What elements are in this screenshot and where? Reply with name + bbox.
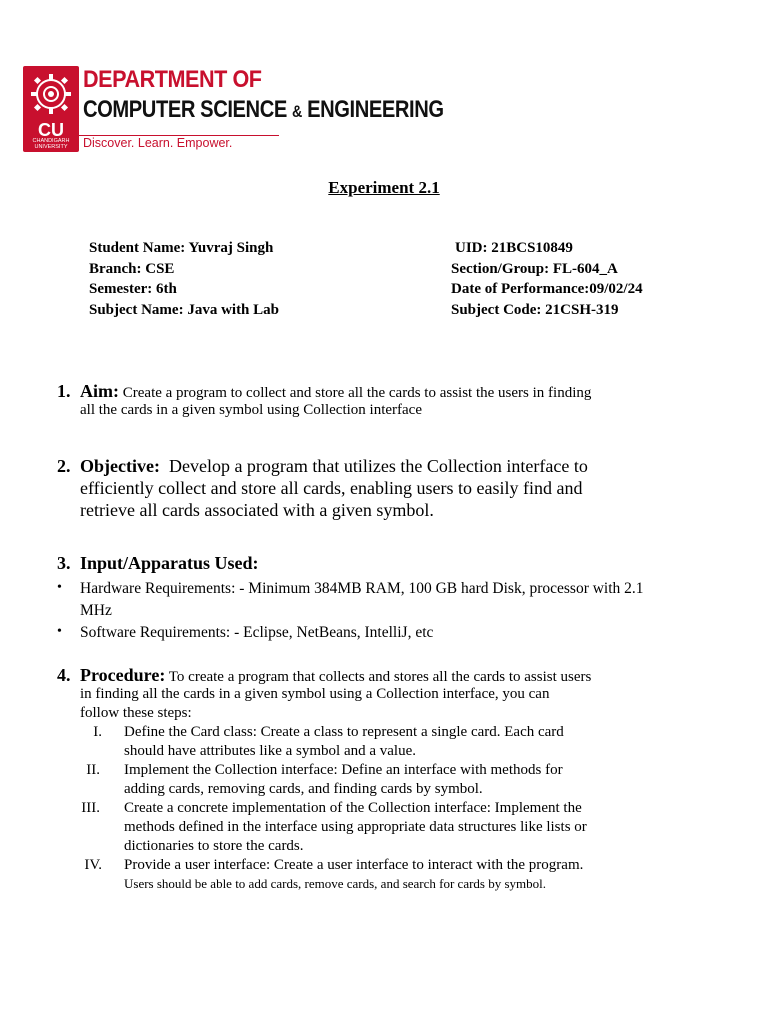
step-numeral: II. [86, 762, 100, 778]
hardware-req-line2: MHz [80, 602, 112, 619]
procedure-label: Procedure: [80, 665, 166, 685]
step-numeral: IV. [84, 857, 102, 873]
department-header [23, 66, 453, 154]
date-of-performance: Date of Performance:09/02/24 [451, 281, 643, 297]
aim-number: 1. [57, 381, 71, 401]
procedure-number: 4. [57, 665, 71, 685]
step-3-line2: methods defined in the interface using appropriate data structures like lists or [124, 819, 587, 835]
tagline: Discover. Learn. Empower. [83, 136, 233, 150]
aim-label: Aim: [80, 381, 119, 401]
dept-line2-part-b: ENGINEERING [301, 96, 444, 123]
logo-cu-text: CU [38, 120, 64, 140]
step-2-line1: Implement the Collection interface: Define an interface with methods for [124, 762, 563, 778]
step-3-line1: Create a concrete implementation of the Collection interface: Implement the [124, 800, 582, 816]
step-4-line2: Users should be able to add cards, remove cards, and search for cards by symbol. [124, 876, 547, 891]
objective-text-line1: Develop a program that utilizes the Collection interface to [168, 456, 588, 476]
apparatus-label: Input/Apparatus Used: [80, 553, 259, 573]
experiment-title: Experiment 2.1 [328, 178, 440, 197]
apparatus-number: 3. [57, 553, 71, 573]
department-title-line2 [83, 96, 444, 124]
semester: Semester: 6th [89, 281, 177, 297]
step-numeral: III. [81, 800, 100, 816]
procedure-intro-text1: To create a program that collects and stores all the cards to assist users [168, 669, 592, 685]
university-logo [23, 66, 79, 152]
objective-line1 [80, 456, 588, 477]
step-4-line1: Provide a user interface: Create a user interface to interact with the program. [124, 857, 584, 873]
hardware-req-line1: Hardware Requirements: - Minimum 384MB RAM, 100 GB hard Disk, processor with 2.1 [80, 580, 644, 597]
department-title-line1: DEPARTMENT OF [83, 66, 262, 93]
gear-emblem-icon [27, 70, 75, 118]
step-numeral: I. [93, 724, 102, 740]
objective-number: 2. [57, 456, 71, 476]
objective-line3: retrieve all cards associated with a given symbol. [80, 500, 434, 520]
software-req: Software Requirements: - Eclipse, NetBeans, IntelliJ, etc [80, 624, 434, 641]
subject-name: Subject Name: Java with Lab [89, 302, 279, 318]
step-1-line1: Define the Card class: Create a class to represent a single card. Each card [124, 724, 564, 740]
objective-line2: efficiently collect and store all cards, enabling users to easily find and [80, 478, 583, 498]
logo-university-text: CHANDIGARH UNIVERSITY [32, 138, 70, 150]
step-2-line2: adding cards, removing cards, and finding cards by symbol. [124, 781, 483, 797]
procedure-intro1 [80, 665, 591, 686]
student-name: Student Name: Yuvraj Singh [89, 240, 274, 256]
dept-line2-part-a: COMPUTER SCIENCE [83, 96, 293, 123]
objective-label: Objective: [80, 456, 160, 476]
step-1-line2: should have attributes like a symbol and a value. [124, 743, 417, 759]
step-3-line3: dictionaries to store the cards. [124, 838, 304, 854]
aim-line1 [80, 381, 591, 402]
bullet-dot-icon: • [57, 580, 62, 595]
subject-code: Subject Code: 21CSH-319 [451, 302, 619, 318]
aim-line2: all the cards in a given symbol using Collection interface [80, 402, 422, 418]
section-group: Section/Group: FL-604_A [451, 261, 618, 277]
student-uid: UID: 21BCS10849 [455, 240, 573, 256]
aim-text-line1: Create a program to collect and store all the cards to assist the users in finding [122, 385, 592, 401]
procedure-intro2: in finding all the cards in a given symbol using a Collection interface, you can [80, 686, 550, 702]
bullet-dot-icon: • [57, 624, 62, 639]
procedure-intro3: follow these steps: [80, 705, 192, 721]
branch: Branch: CSE [89, 261, 175, 277]
dept-line2-ampersand: & [292, 102, 302, 121]
